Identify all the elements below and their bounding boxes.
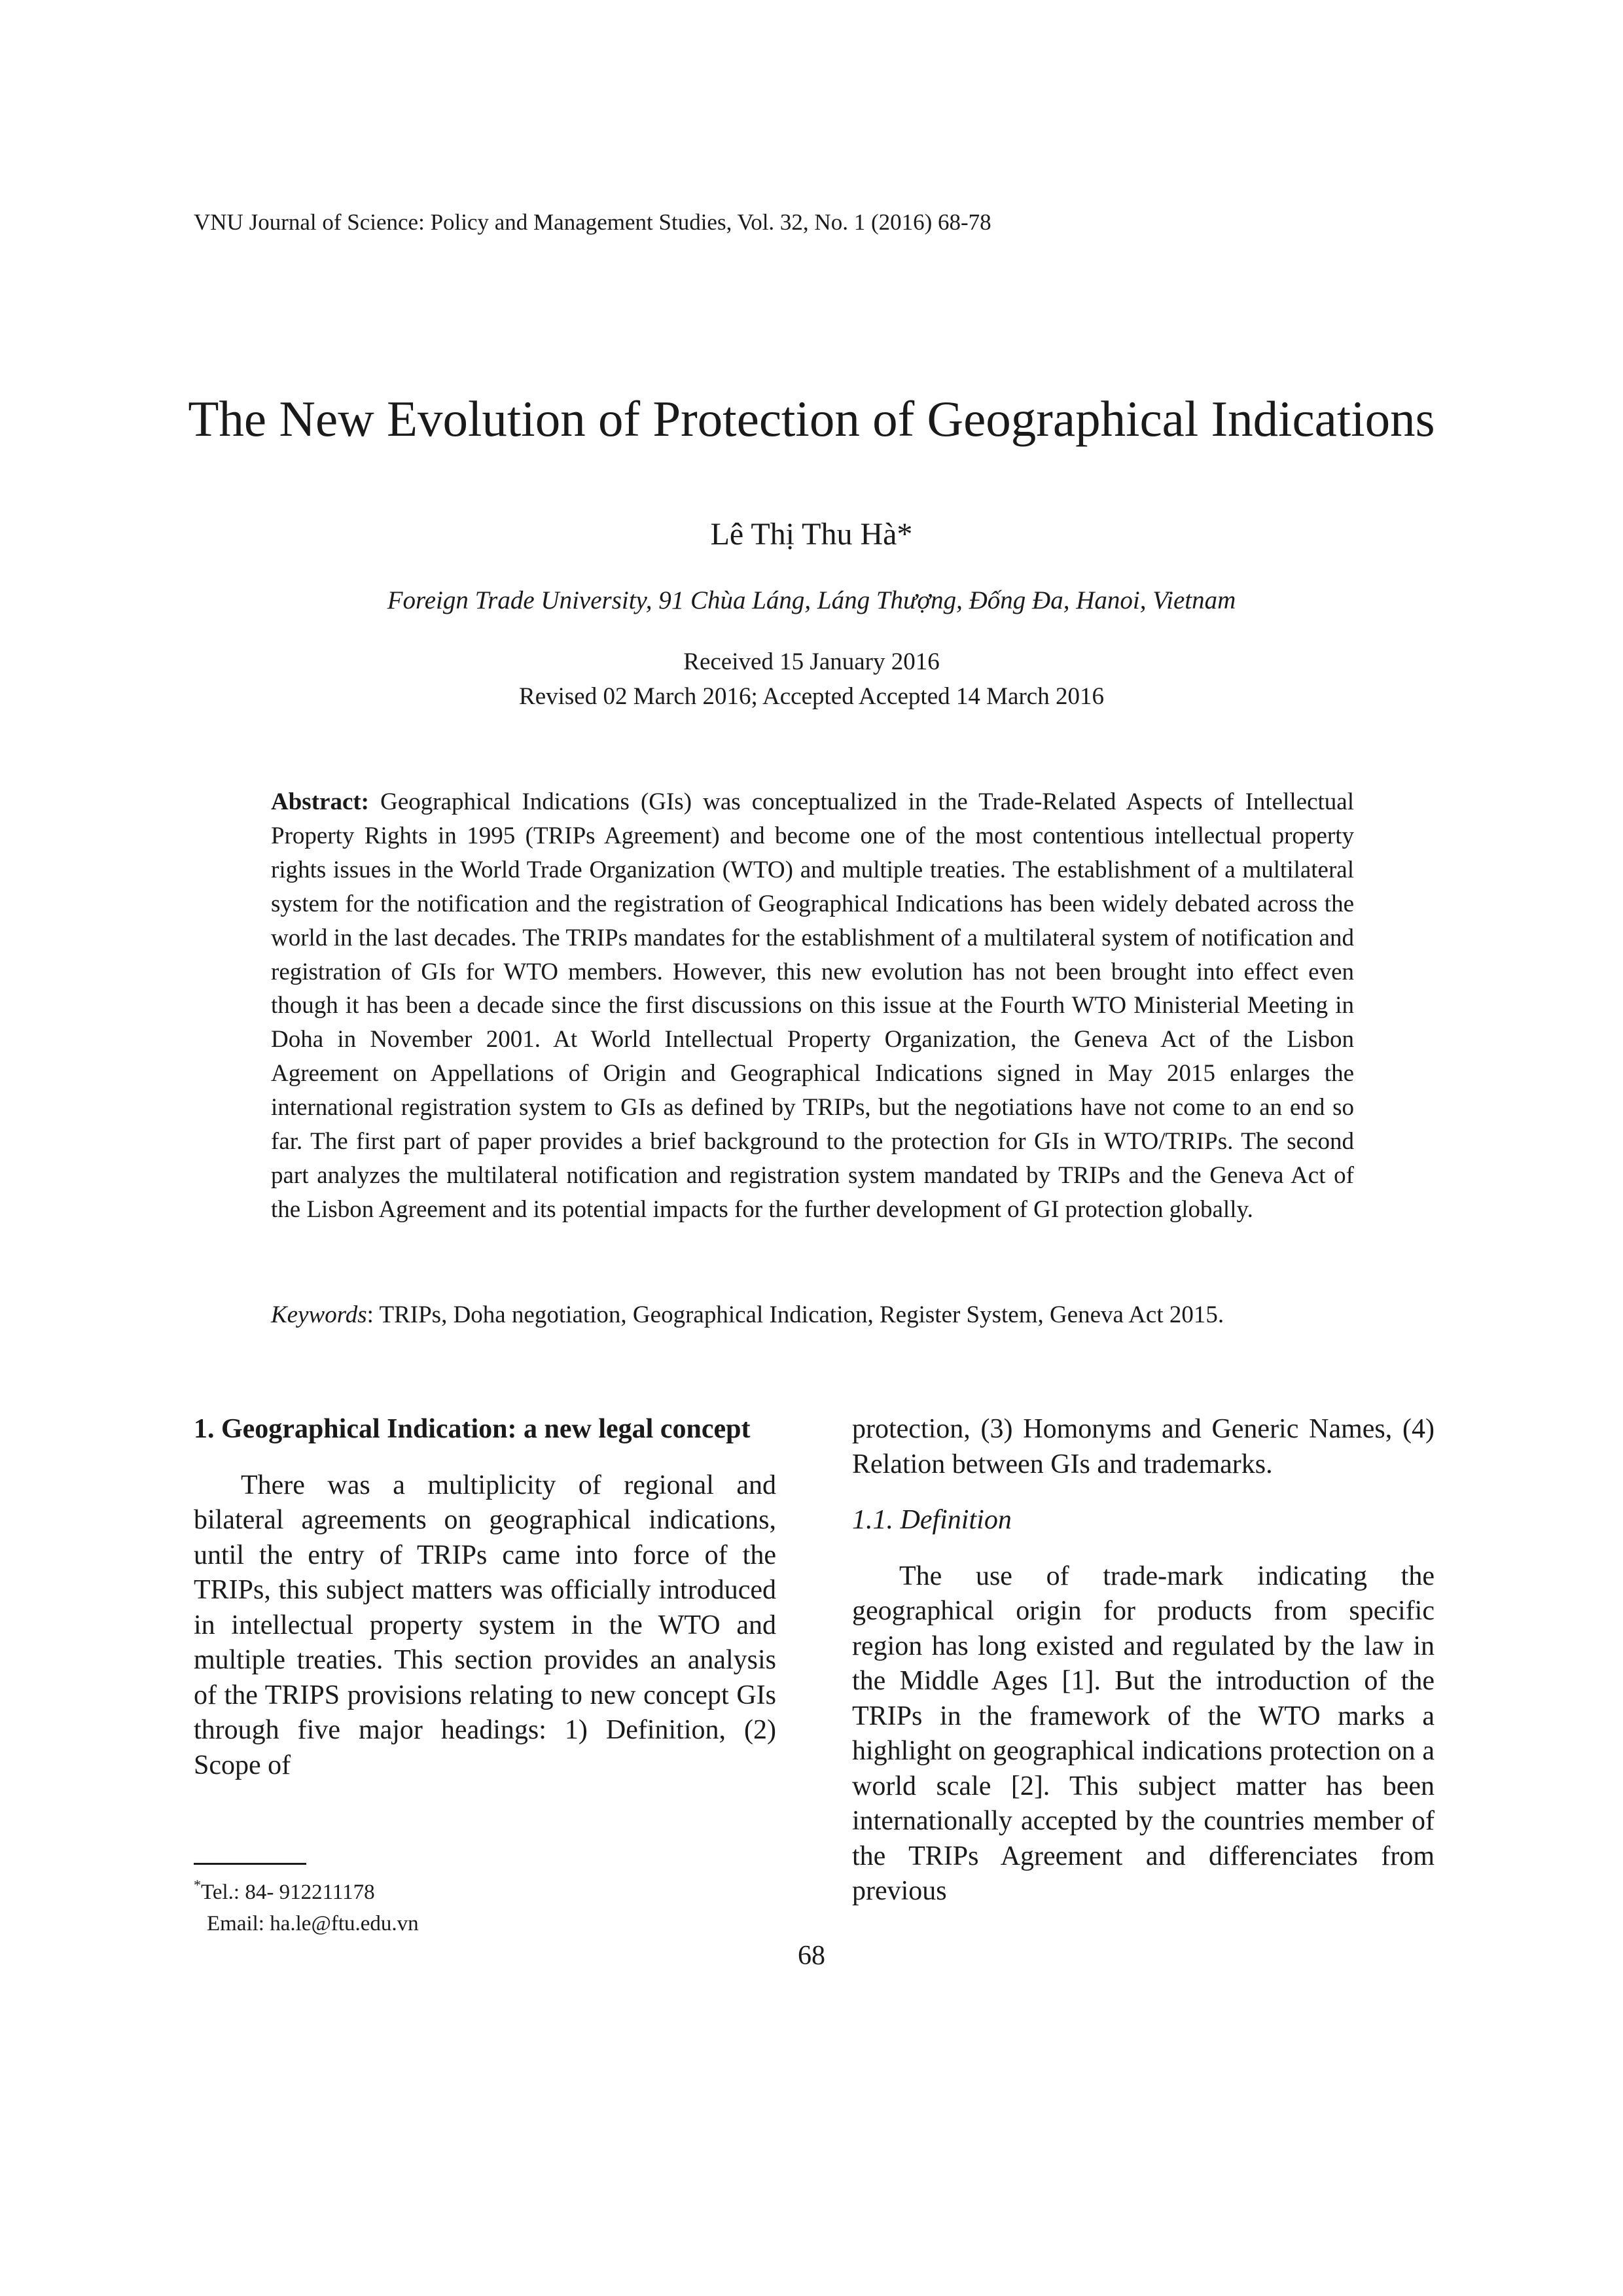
- article-dates: [0, 645, 1623, 714]
- footnote-divider: [194, 1863, 306, 1865]
- section-paragraph: There was a multiplicity of regional and bilateral agreements on geographical indications, until the entry of TRIPs came into force of the TRIPs, this subject matters was officially introduced in intellectual property system in the WTO and multiple treaties. This section provides an analysis of the TRIPS provisions relating to new concept GIs through five major headings: 1) Definition, (2) Scope of: [194, 1470, 776, 1780]
- subsection-paragraph: The use of trade-mark indicating the geographical origin for products from specific region has long existed and regulated by the law in the Middle Ages [1]. But the introduction of the TRIPs in the framework of the WTO marks a highlight on geographical indications protection on a world scale [2]. This subject matter has been internationally accepted by the countries member of the TRIPs Agreement and differenciates from previous: [852, 1561, 1435, 1906]
- abstract: [271, 785, 1354, 1227]
- left-column: [194, 1412, 776, 1783]
- right-column: [852, 1412, 1435, 1909]
- author-affiliation: Foreign Trade University, 91 Chùa Láng, Láng Thượng, Đống Đa, Hanoi, Vietnam: [387, 586, 1236, 614]
- footnote-marker: *: [194, 1877, 201, 1893]
- abstract-label: Abstract:: [271, 788, 370, 815]
- author-name: Lê Thị Thu Hà*: [710, 517, 913, 552]
- revised-accepted-dates: Revised 02 March 2016; Accepted Accepted 14 March 2016: [519, 683, 1104, 710]
- section-heading: 1. Geographical Indication: a new legal concept: [194, 1414, 751, 1444]
- keywords-label: Keywords: [271, 1301, 367, 1328]
- footnote-tel: *Tel.: 84- 912211178: [194, 1877, 375, 1904]
- keywords: [271, 1299, 1354, 1332]
- footnote-email: Email: ha.le@ftu.edu.vn: [207, 1912, 419, 1935]
- page-number: 68: [798, 1941, 825, 1971]
- journal-citation: VNU Journal of Science: Policy and Management Studies, Vol. 32, No. 1 (2016) 68-78: [194, 209, 991, 235]
- paper-title: The New Evolution of Protection of Geographical Indications: [188, 391, 1435, 447]
- footnote: [194, 1877, 419, 1939]
- subsection-heading: 1.1. Definition: [852, 1505, 1012, 1535]
- abstract-text: Geographical Indications (GIs) was conceptualized in the Trade-Related Aspects of Intellectual Property Rights in 1995 (TRIPs Agreement) and become one of the most contentious intellectual property rights issues in the World Trade Organization (WTO) and multiple treaties. The establishment of a multilateral system for the notification and the registration of Geographical Indications has been widely debated across the world in the last decades. The TRIPs mandates for the establishment of a multilateral system of notification and registration of GIs for WTO members. However, this new evolution has not been brought into effect even though it has been a decade since the first discussions on this issue at the Fourth WTO Ministerial Meeting in Doha in November 2001. At World Intellectual Property Organization, the Geneva Act of the Lisbon Agreement on Appellations of Origin and Geographical Indications signed in May 2015 enlarges the international registration system to GIs as defined by TRIPs, but the negotiations have not come to an end so far. The first part of paper provides a brief background to the protection for GIs in WTO/TRIPs. The second part analyzes the multilateral notification and registration system mandated by TRIPs and the Geneva Act of the Lisbon Agreement and its potential impacts for the further development of GI protection globally.: [271, 788, 1354, 1223]
- continued-paragraph: protection, (3) Homonyms and Generic Names, (4) Relation between GIs and trademarks.: [852, 1414, 1435, 1479]
- received-date: Received 15 January 2016: [683, 648, 940, 675]
- keywords-text: : TRIPs, Doha negotiation, Geographical Indication, Register System, Geneva Act 2015.: [366, 1301, 1224, 1328]
